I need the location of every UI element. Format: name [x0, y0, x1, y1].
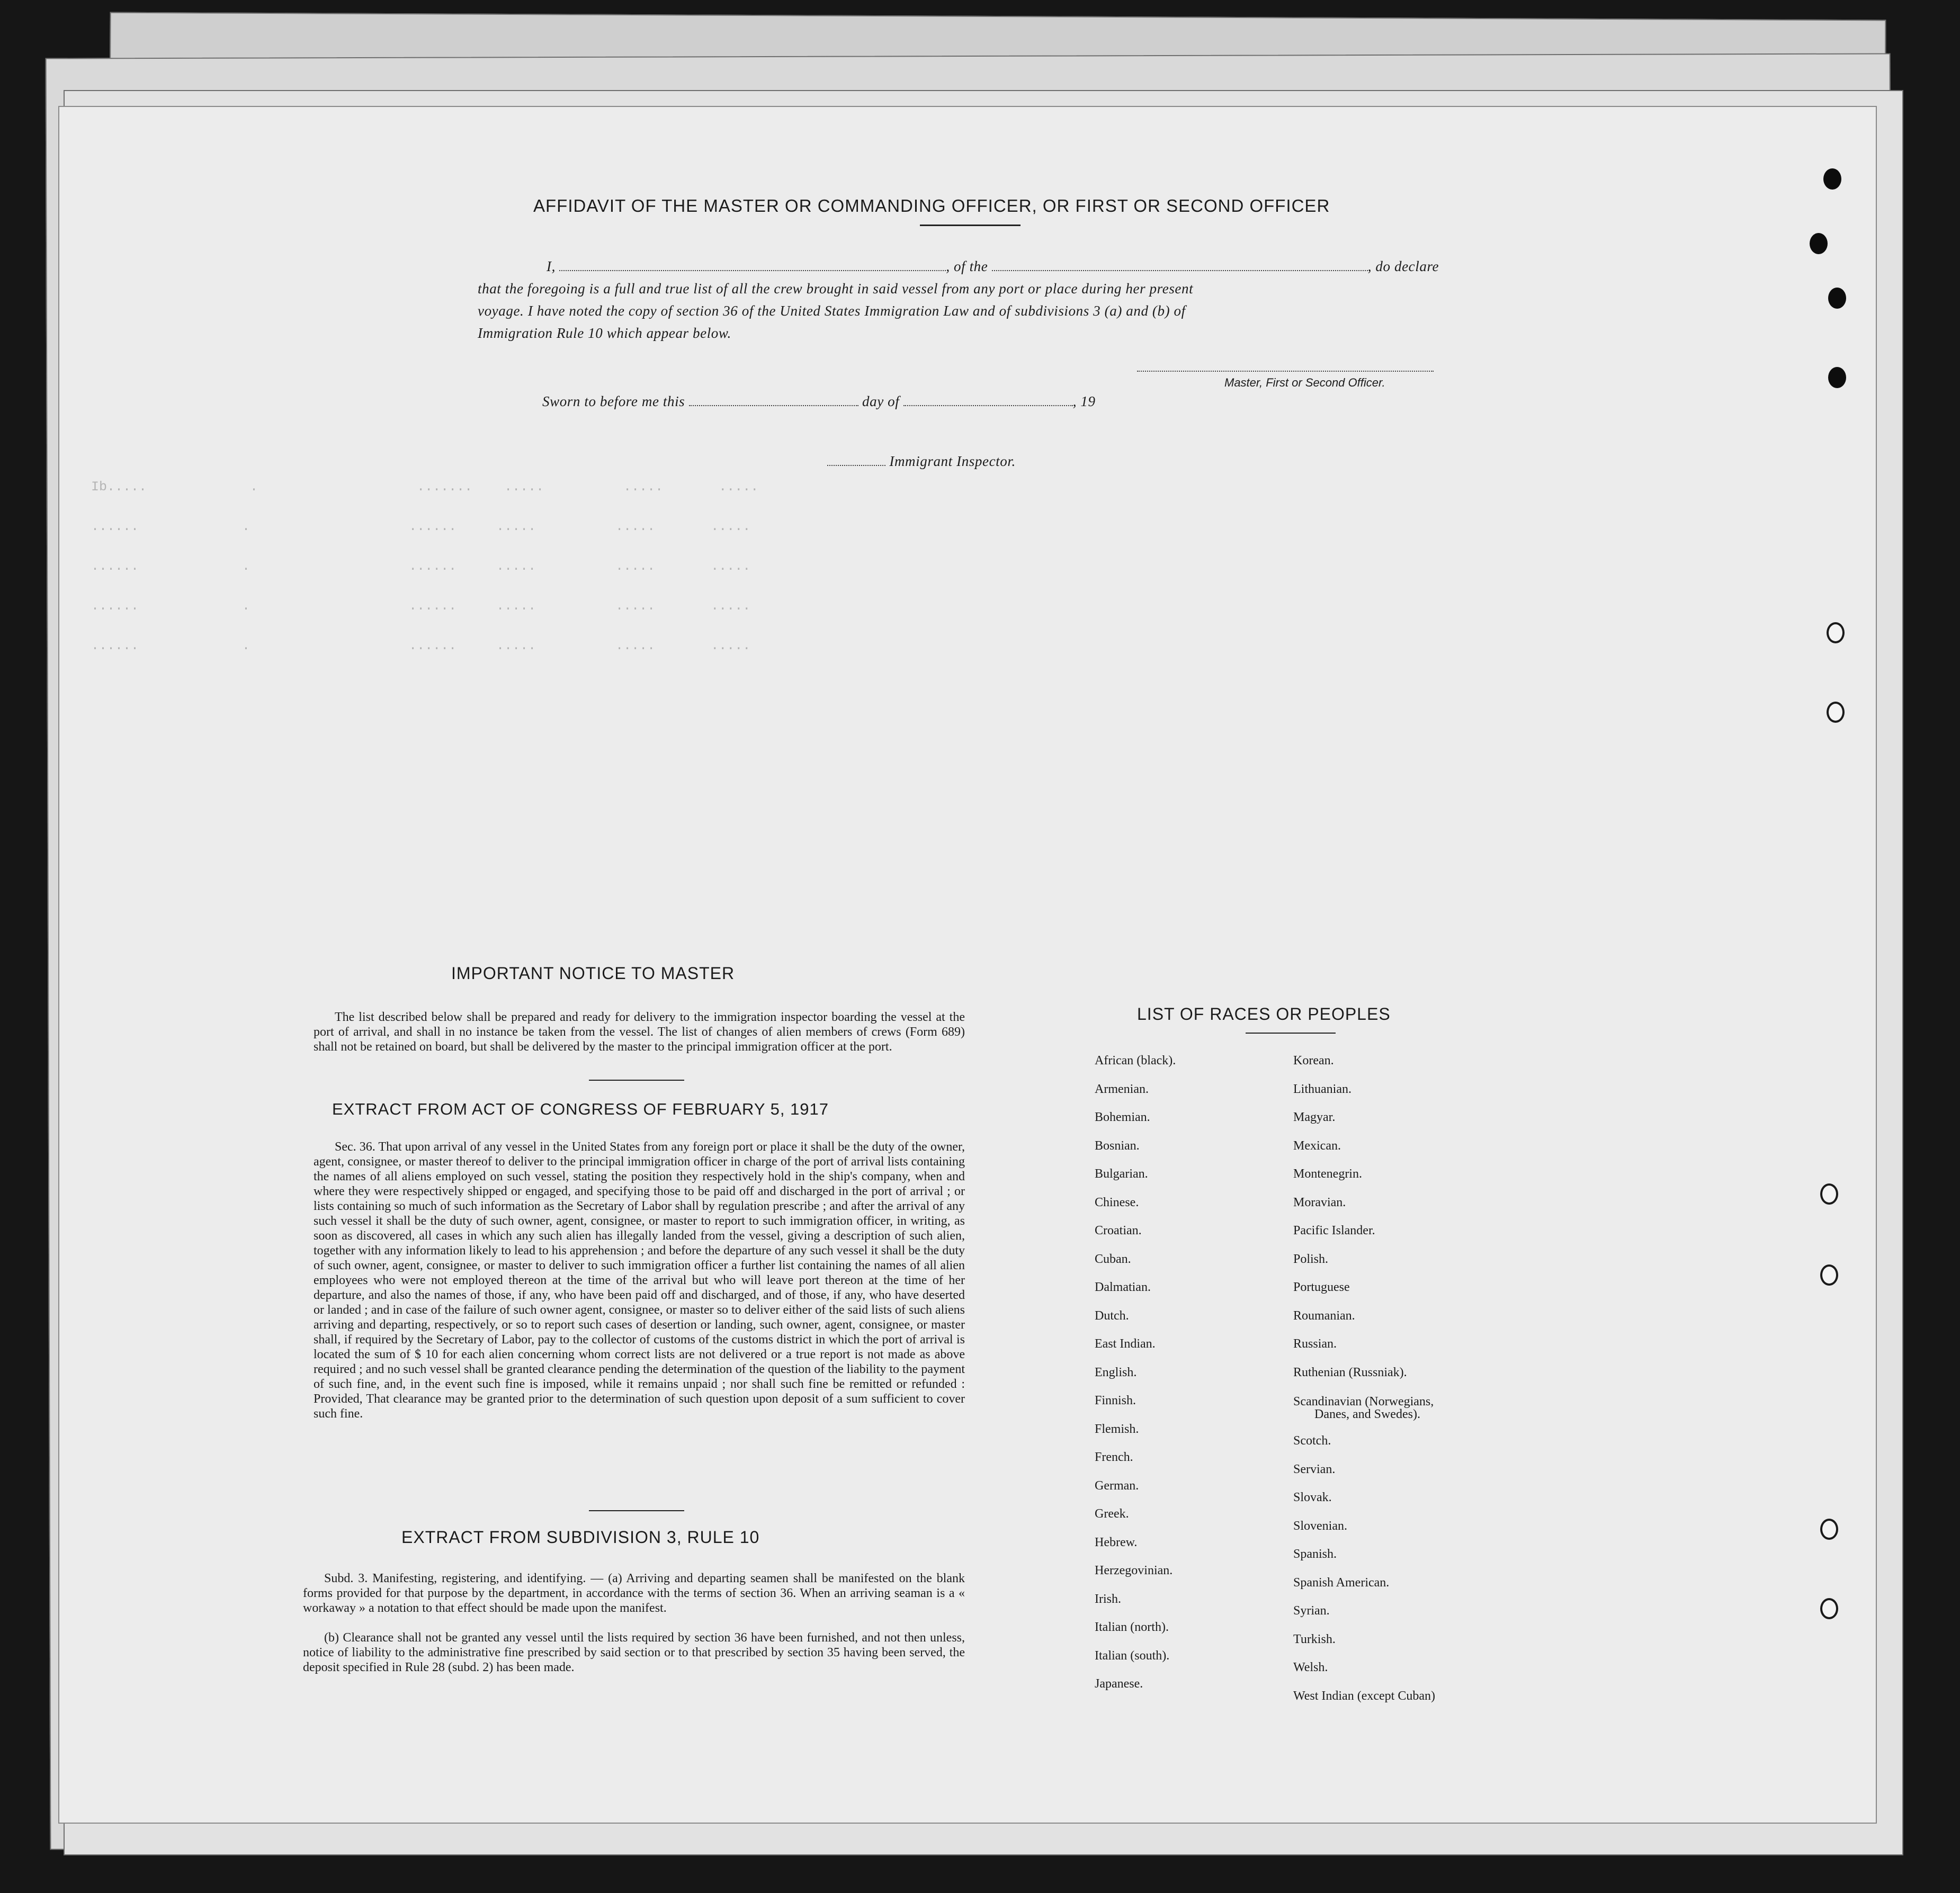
vessel-field[interactable]	[992, 270, 1368, 271]
races-title: LIST OF RACES OR PEOPLES	[1137, 1004, 1391, 1024]
sworn-line	[542, 390, 1096, 412]
race-item: Scotch.	[1293, 1434, 1331, 1448]
race-item: Lithuanian.	[1293, 1082, 1352, 1096]
affidavit-do-declare: , do declare	[1367, 258, 1439, 274]
race-item: Mexican.	[1293, 1138, 1341, 1153]
notice-title: IMPORTANT NOTICE TO MASTER	[451, 964, 735, 983]
affidavit-i-label: I,	[547, 258, 556, 274]
act-rule	[589, 1510, 684, 1511]
binder-hole	[1828, 367, 1846, 388]
affidavit-line-2: that the foregoing is a full and true list of all the crew brought in said vessel from any port or place during her present	[478, 281, 1194, 297]
race-item: Chinese.	[1095, 1195, 1139, 1209]
race-item: Slovak.	[1293, 1491, 1332, 1504]
race-item: Armenian.	[1095, 1082, 1149, 1096]
race-item: Greek.	[1095, 1507, 1129, 1521]
races-left-column	[1095, 1047, 1176, 1699]
race-item: Roumanian.	[1293, 1308, 1355, 1323]
race-item: Magyar.	[1293, 1110, 1336, 1124]
race-item: Dutch.	[1095, 1308, 1129, 1323]
races-right-column	[1293, 1047, 1435, 1710]
rule-title: EXTRACT FROM SUBDIVISION 3, RULE 10	[401, 1528, 760, 1547]
notice-text: The list described below shall be prepared and ready for delivery to the immigration inspector boarding the vessel at the port of arrival, and shall in no instance be taken from the vessel. The list of changes of alien members of crews (Form 689) shall not be retained on board, but shall be delivered by the master to the principal immigration officer at the port.	[314, 1010, 965, 1054]
race-item: Russian.	[1293, 1337, 1337, 1351]
inspector-label: Immigrant Inspector.	[889, 453, 1016, 469]
race-item: Croatian.	[1095, 1224, 1142, 1237]
binder-hole	[1810, 233, 1828, 254]
race-item: Ruthenian (Russniak).	[1293, 1365, 1407, 1379]
race-item: Bosnian.	[1095, 1138, 1140, 1153]
binder-hole	[1820, 1183, 1838, 1205]
race-item: Bulgarian.	[1095, 1167, 1148, 1181]
master-signature-label: Master, First or Second Officer.	[1224, 376, 1385, 389]
race-item: English.	[1095, 1365, 1137, 1379]
race-item: Pacific Islander.	[1293, 1224, 1375, 1237]
master-signature-line[interactable]	[1137, 371, 1434, 372]
race-item: Montenegrin.	[1293, 1167, 1362, 1181]
race-item: Moravian.	[1293, 1195, 1346, 1209]
race-item: Bohemian.	[1095, 1110, 1150, 1124]
sworn-month-field[interactable]	[903, 405, 1073, 406]
act-title: EXTRACT FROM ACT OF CONGRESS OF FEBRUARY 5, 1917	[332, 1100, 829, 1118]
document-page	[58, 106, 1877, 1824]
race-item: Italian (south).	[1095, 1648, 1170, 1663]
binder-hole	[1828, 288, 1846, 309]
races-rule	[1246, 1033, 1336, 1034]
race-item: Portuguese	[1293, 1280, 1350, 1294]
race-item: Dalmatian.	[1095, 1280, 1151, 1294]
inspector-signature-field[interactable]	[827, 465, 885, 466]
binder-hole	[1823, 168, 1841, 190]
race-item: Finnish.	[1095, 1394, 1136, 1407]
race-item: Hebrew.	[1095, 1535, 1138, 1549]
title-rule	[920, 225, 1021, 226]
race-item: Cuban.	[1095, 1252, 1131, 1266]
race-item: Japanese.	[1095, 1677, 1143, 1691]
act-text: Sec. 36. That upon arrival of any vessel in the United States from any foreign port or place it shall be the duty of the owner, agent, consignee, or master thereof to deliver to the principal immigration officer in charge of the port of arrival lists containing the names of all aliens employed on such vessel, stating the position they respectively hold in the ship's company, when and where they were respectively shipped or engaged, and specifying those to be paid off and discharged in the port of arrival ; or lists containing so much of such information as the Secretary of Labor shall by regulation prescribe ; and after the arrival of any such vessel it shall be the duty of such owner, agent, consignee, or master to report to such immigration officer, in writing, as soon as discovered, all cases in which any such alien has illegally landed from the vessel, giving a description of such alien, together with any information likely to lead to his apprehension ; and before the departure of any such vessel it shall be the duty of such owner, agent, consignee, or master to deliver to such immigration officer a further list containing the names of all alien employees who were not employed thereon at the time of the arrival but who will leave port thereon at the time of her departure, and also the names of those, if any, who have been paid off and discharged, and of those, if any, who have deserted or landed ; and in case of the failure of such owner agent, consignee, or master so to deliver either of the said lists of such aliens arriving and departing, respectively, or so to report such cases of desertion or landing, such owner, agent, consignee, or master shall, if required by the Secretary of Labor, pay to the collector of customs of the customs district in which the port of arrival is located the sum of $ 10 for each alien concerning whom correct lists are not delivered or a true report is not made as above required ; and no such vessel shall be granted clearance pending the determination of the question of the liability to the payment of such fine, and, in the event such fine is imposed, while it remains unpaid ; nor shall such fine be remitted or refunded : Provided, That clearance may be granted prior to the determination of such question upon deposit of a sum sufficient to cover such fine.	[314, 1140, 965, 1421]
affidavit-line-3: voyage. I have noted the copy of section 36 of the United States Immigration Law and of subdivisions 3 (a) and (b) of	[478, 303, 1186, 319]
race-item: Korean.	[1293, 1054, 1334, 1067]
affidavit-line-4: Immigration Rule 10 which appear below.	[478, 325, 731, 341]
race-item: Servian.	[1293, 1462, 1336, 1476]
race-item: Welsh.	[1293, 1661, 1328, 1674]
sworn-day-field[interactable]	[689, 405, 858, 406]
race-item: Italian (north).	[1095, 1620, 1169, 1634]
binder-hole	[1820, 1264, 1838, 1286]
race-item: German.	[1095, 1478, 1139, 1493]
race-item: West Indian (except Cuban)	[1293, 1689, 1435, 1703]
affidavit-body	[478, 255, 1600, 344]
rule-text-b: (b) Clearance shall not be granted any vessel until the lists required by section 36 have been furnished, and not then unless, notice of liability to the administrative fine prescribed by said section or to that prescribed by section 35 having been served, the deposit specified in Rule 28 (subd. 2) has been made.	[303, 1631, 965, 1674]
binder-hole	[1827, 702, 1845, 723]
day-of-label: day of	[862, 393, 900, 409]
race-item: Irish.	[1095, 1592, 1121, 1606]
race-item: French.	[1095, 1450, 1133, 1464]
race-item: Spanish.	[1293, 1547, 1337, 1561]
race-item: Syrian.	[1293, 1604, 1330, 1618]
race-item: East Indian.	[1095, 1337, 1156, 1351]
year-label: , 19	[1072, 393, 1096, 409]
race-item: Flemish.	[1095, 1422, 1139, 1436]
bleed-through-text: Ib..... . ....... ..... ..... ..... ...... . ...... ..... ..... ..... ...... . ...... ..... ..... ..... ...... . ...... ..... ..... ..... ...... . ...... ..... ..... .....	[91, 479, 759, 653]
rule-text-a: Subd. 3. Manifesting, registering, and identifying. — (a) Arriving and departing seamen shall be manifested on the blank forms provided for that purpose by the department, in accordance with the terms of section 36. When an arriving seaman is a « workaway » a notation to that effect should be made upon the manifest.	[303, 1572, 965, 1615]
race-item: Polish.	[1293, 1252, 1329, 1266]
race-item: Spanish American.	[1293, 1575, 1390, 1590]
race-item: Herzegovinian.	[1095, 1564, 1173, 1577]
race-item: Slovenian.	[1293, 1519, 1347, 1533]
binder-hole	[1827, 622, 1845, 643]
notice-rule	[589, 1080, 684, 1081]
sworn-label: Sworn to before me this	[542, 393, 685, 409]
race-item: Turkish.	[1293, 1632, 1336, 1646]
affidavit-of-the: , of the	[946, 258, 988, 274]
name-field[interactable]	[559, 270, 946, 271]
binder-hole	[1820, 1598, 1838, 1619]
race-item: Danes, and Swedes).	[1314, 1407, 1420, 1421]
affidavit-title: AFFIDAVIT OF THE MASTER OR COMMANDING OFFICER, OR FIRST OR SECOND OFFICER	[533, 196, 1330, 216]
binder-hole	[1820, 1519, 1838, 1540]
inspector-line	[827, 450, 1016, 472]
race-item: African (black).	[1095, 1054, 1176, 1067]
race-item: Scandinavian (Norwegians,	[1293, 1395, 1434, 1408]
